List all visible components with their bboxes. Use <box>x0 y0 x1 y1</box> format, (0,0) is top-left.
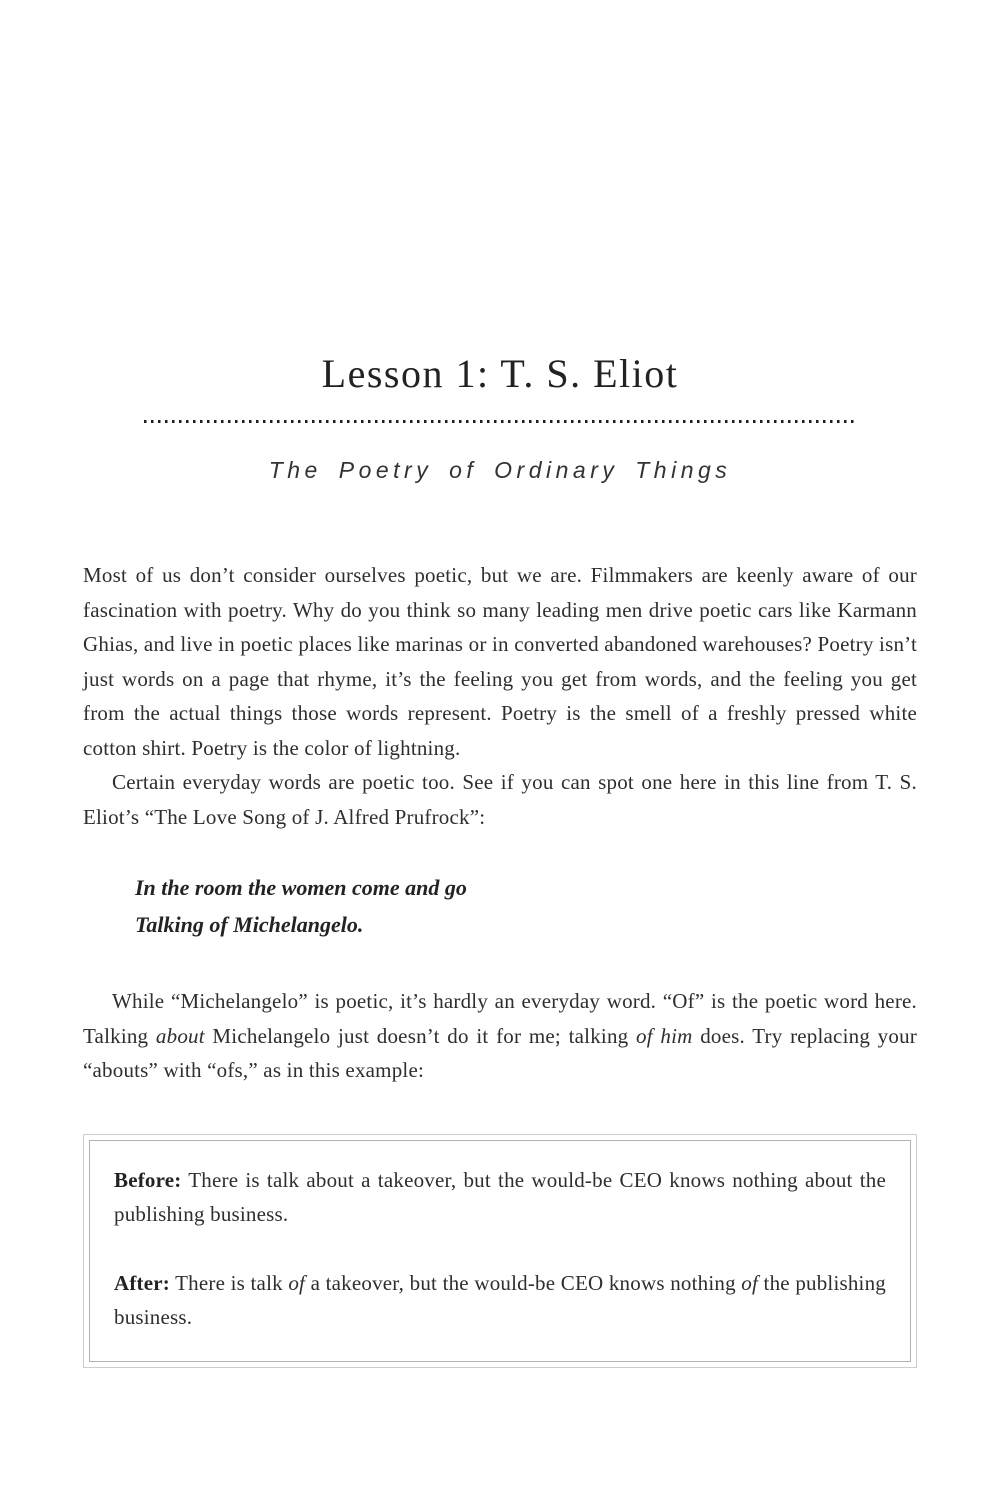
poem-line-1: In the room the women come and go <box>135 875 467 900</box>
chapter-subtitle: The Poetry of Ordinary Things <box>268 457 732 483</box>
paragraph-michelangelo: While “Michelangelo” is poetic, it’s hardly an everyday word. “Of” is the poetic word here. Talking about Michelangelo just doesn’t do it for me; talking of him does. Try replacing your “abouts” with “ofs,” as in this example: <box>83 989 917 1082</box>
after-example <box>114 1266 886 1335</box>
after-text: There is talk of a takeover, but the would-be CEO knows nothing of the publishing business. <box>114 1270 886 1329</box>
chapter-header <box>83 0 917 484</box>
before-label: Before: <box>114 1167 182 1192</box>
paragraph-everyday-words: Certain everyday words are poetic too. See if you can spot one here in this line from T. S. Eliot’s “The Love Song of J. Alfred Prufrock”: <box>83 770 917 829</box>
dotted-divider <box>144 420 856 423</box>
example-box <box>83 1134 917 1368</box>
example-box-inner <box>89 1140 911 1362</box>
body-copy <box>83 558 917 1368</box>
poem-line-2: Talking of Michelangelo. <box>135 912 364 937</box>
after-label: After: <box>114 1270 170 1295</box>
before-example <box>114 1163 886 1232</box>
poem-quote <box>135 869 917 943</box>
before-text: There is talk about a takeover, but the would-be CEO knows nothing about the publishing business. <box>114 1167 886 1226</box>
paragraph-intro: Most of us don’t consider ourselves poetic, but we are. Filmmakers are keenly aware of our fascination with poetry. Why do you think so many leading men drive poetic cars like Karmann Ghias, and live in poetic places like marinas or in converted abandoned warehouses? Poetry isn’t just words on a page that rhyme, it’s the feeling you get from words, and the feeling you get from the actual things those words represent. Poetry is the smell of a freshly pressed white cotton shirt. Poetry is the color of lightning. <box>83 563 917 760</box>
chapter-title: Lesson 1: T. S. Eliot <box>321 351 679 396</box>
